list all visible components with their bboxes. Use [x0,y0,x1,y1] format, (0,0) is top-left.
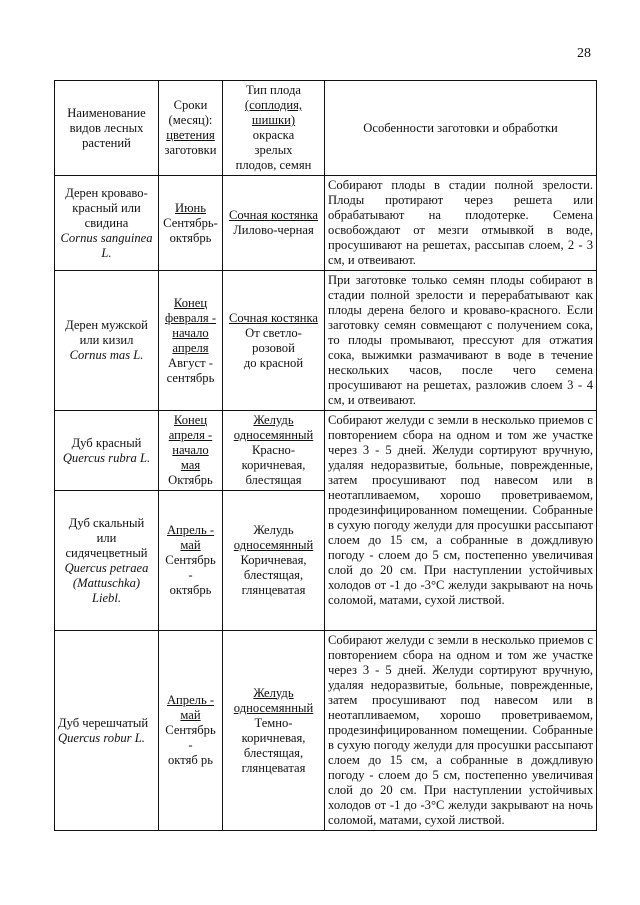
header-fruit-type: Тип плода (соплодия, шишки) окраска зрелых плодов, семян [223,81,325,176]
header-features: Особенности заготовки и обработки [325,81,597,176]
species-name-cell: Дуб красный Quercus rubra L. [55,411,159,491]
species-name-cell: Дерен мужской или кизил Cornus mas L. [55,271,159,411]
header-name: Наименование видов лесных растений [55,81,159,176]
fruit-cell: Сочная костянка Лилово-черная [223,176,325,271]
features-cell: При заготовке только семян плоды собирают в стадии полной зрелости и перерабатывают как плоды дерена белого и кроваво-красного. Если заготовку семян совмещают с получением сока, то плоды промывают, прессуют для отжатия сока, выжимки размачивают в воде в течение нескольких часов, после чего семена просушивают на решетах, разложив слоем 3 - 4 см, и отвеивают. [325,271,597,411]
table-row [55,271,597,411]
table-row [55,411,597,491]
period-cell: Конец апреля - начало мая Октябрь [159,411,223,491]
header-row [55,81,597,176]
period-cell: Конец февраля - начало апреля Август - сентябрь [159,271,223,411]
seed-harvesting-table [54,80,597,831]
fruit-cell: Желудь односемянный Коричневая, блестящая, глянцеватая [223,491,325,631]
table-row [55,176,597,271]
period-cell: Июнь Сентябрь- октябрь [159,176,223,271]
fruit-cell: Желудь односемянный Темно- коричневая, блестящая, глянцеватая [223,631,325,831]
period-cell: Апрель - май Сентябрь - октяб рь [159,631,223,831]
table-row [55,631,597,831]
period-cell: Апрель - май Сентябрь - октябрь [159,491,223,631]
page-number: 28 [577,46,591,61]
species-name-cell: Дерен кроваво-красный или свидина Cornus sanguinea L. [55,176,159,271]
fruit-cell: Желудь односемянный Красно- коричневая, блестящая [223,411,325,491]
species-name-cell: Дуб скальный или сидячецветный Quercus petraea (Mattuschka) Liebl. [55,491,159,631]
features-cell: Собирают плоды в стадии полной зрелости. Плоды протирают через решета или обрабатывают на плодотерке. Семена освобождают от мезги отмывкой в воде, просушивают на решетах, рассыпав слоем, 2 - 3 см, и отвеивают. [325,176,597,271]
features-cell: Собирают желуди с земли в несколько приемов с повторением сбора на одном и том же участке через 3 - 5 дней. Желуди сортируют вручную, удаляя недоразвитые, больные, поврежденные, затем просушивают под навесом или в неотапливаемом, хорошо проветриваемом, продезинфицированном помещении. Собранные в сухую погоду желуди для просушки рассыпают слоем до 15 см, а собранные в дождливую погоду - слоем до 5 см, постепенно увеличивая слой до 20 см. При наступлении устойчивых холодов от -1 до -3°C желуди закрывают на ночь соломой, матами, сухой листвой. [325,411,597,631]
header-period: Сроки (месяц): цветения заготовки [159,81,223,176]
fruit-cell: Сочная костянка От светло- розовой до красной [223,271,325,411]
species-name-cell: Дуб черешчатый Quercus robur L. [55,631,159,831]
features-cell: Собирают желуди с земли в несколько приемов с повторением сбора на одном и том же участке через 3 - 5 дней. Желуди сортируют вручную, удаляя недоразвитые, больные, поврежденные, затем просушивают под навесом или в неотапливаемом, хорошо проветриваемом, продезинфицированном помещении. Собранные в сухую погоду желуди для просушки рассыпают слоем до 15 см, а собранные в дождливую погоду - слоем до 5 см, постепенно увеличивая слой до 20 см. При наступлении устойчивых холодов от -1 до -3°C желуди закрывают на ночь соломой, матами, сухой листвой. [325,631,597,831]
